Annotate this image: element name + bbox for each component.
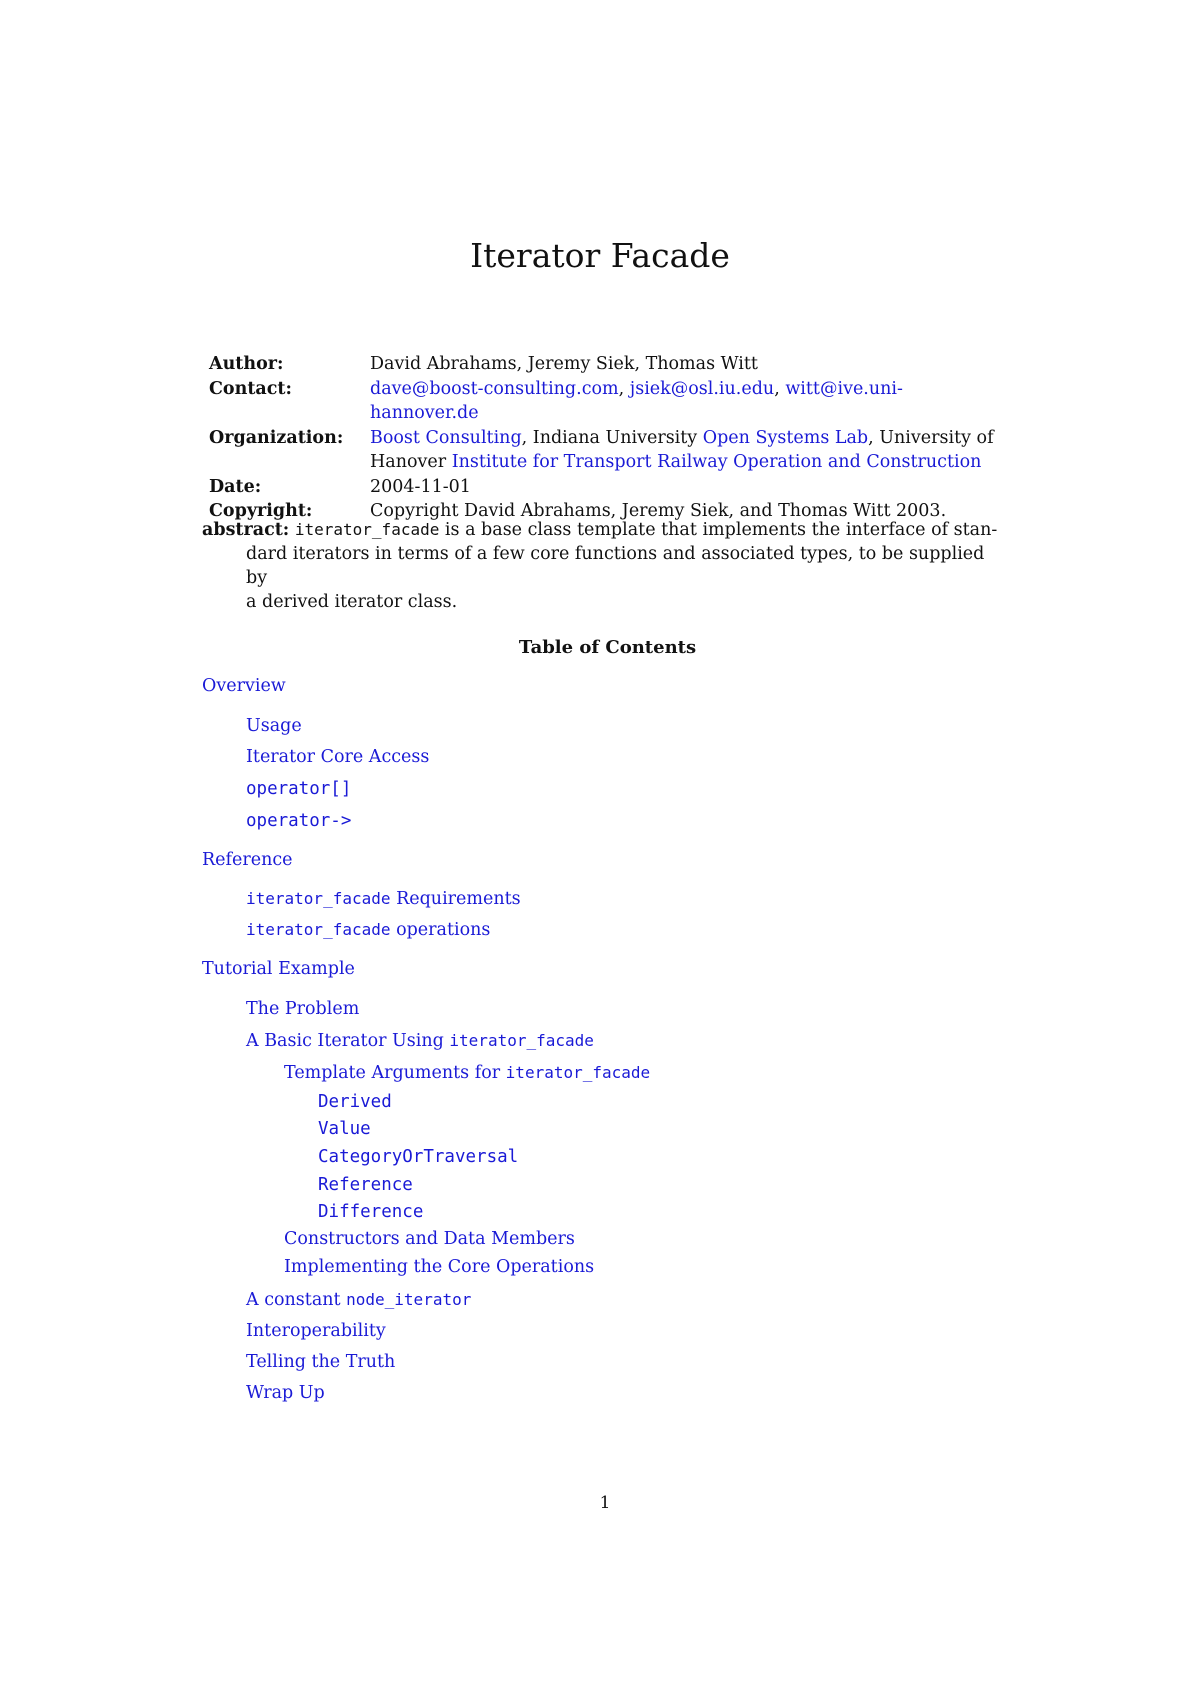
abstract-code: iterator_facade — [294, 520, 440, 539]
toc-implementing[interactable]: Implementing the Core Operations — [284, 1257, 595, 1277]
abstract-line-1 — [202, 518, 1010, 542]
ops-text: operations — [390, 920, 491, 940]
toc-iterator-facade-requirements[interactable] — [246, 889, 521, 909]
ops-code: iterator_facade — [246, 920, 391, 939]
docinfo-date-row — [209, 475, 1009, 500]
toc-derived[interactable]: Derived — [318, 1092, 392, 1112]
toc-reference[interactable]: Reference — [202, 850, 293, 870]
contact-label: Contact: — [209, 378, 292, 399]
constant-code: node_iterator — [346, 1290, 472, 1309]
copyright-value: Copyright David Abrahams, Jeremy Siek, and Thomas Witt 2003. — [370, 501, 947, 521]
page-number: 1 — [599, 1493, 611, 1513]
abstract — [202, 518, 1010, 614]
toc-tutorial-example[interactable]: Tutorial Example — [202, 959, 355, 979]
docinfo-organization-row — [209, 426, 1009, 475]
toc-title: Table of Contents — [518, 637, 697, 658]
toc-operator-bracket[interactable]: operator[] — [246, 779, 352, 799]
toc-basic-iterator[interactable] — [246, 1031, 594, 1051]
toc-wrap-up[interactable]: Wrap Up — [246, 1383, 325, 1403]
toc-value[interactable]: Value — [318, 1119, 371, 1139]
author-value: David Abrahams, Jeremy Siek, Thomas Witt — [370, 354, 758, 374]
date-label: Date: — [209, 476, 262, 497]
open-systems-lab-link[interactable]: Open Systems Lab — [702, 427, 869, 448]
basic-text: A Basic Iterator Using — [246, 1031, 450, 1051]
toc-overview[interactable]: Overview — [202, 676, 286, 696]
contact-link-jsiek[interactable]: jsiek@osl.iu.edu — [629, 378, 775, 399]
toc-interoperability[interactable]: Interoperability — [246, 1321, 386, 1341]
boost-consulting-link[interactable]: Boost Consulting — [370, 427, 522, 448]
req-text: Requirements — [390, 889, 521, 909]
req-code: iterator_facade — [246, 889, 391, 908]
document-title: Iterator Facade — [470, 236, 730, 276]
docinfo-author-row — [209, 352, 1009, 377]
institute-link[interactable]: Institute for Transport Railway Operation and Construction — [451, 452, 982, 472]
toc-difference[interactable]: Difference — [318, 1202, 424, 1222]
toc-template-arguments[interactable] — [284, 1063, 650, 1083]
org-text-university: , University of — [868, 427, 994, 448]
toc-usage[interactable]: Usage — [246, 716, 302, 736]
toc-telling-the-truth[interactable]: Telling the Truth — [246, 1352, 396, 1372]
author-label: Author: — [209, 354, 284, 374]
docinfo-table — [209, 352, 1009, 524]
contact-link-witt[interactable]: witt@ive.uni-hannover.de — [370, 378, 903, 423]
constant-text: A constant — [246, 1290, 347, 1310]
abstract-line-2: dard iterators in terms of a few core functions and associated types, to be supplied by — [246, 544, 985, 588]
toc-category-or-traversal[interactable]: CategoryOrTraversal — [318, 1147, 519, 1167]
toc-constant-node-iterator[interactable] — [246, 1290, 471, 1310]
abstract-text-1: is a base class template that implements the interface of stan- — [439, 520, 998, 540]
copyright-label: Copyright: — [209, 501, 313, 521]
basic-code: iterator_facade — [449, 1031, 594, 1050]
template-code: iterator_facade — [505, 1063, 651, 1082]
org-text-indiana: , Indiana University — [521, 427, 703, 448]
toc-iterator-core-access[interactable]: Iterator Core Access — [246, 747, 430, 767]
toc-operator-arrow[interactable]: operator-> — [246, 811, 352, 831]
toc-the-problem[interactable]: The Problem — [246, 999, 360, 1019]
docinfo-contact-row — [209, 377, 1009, 426]
org-text-hanover: Hanover — [370, 452, 452, 472]
date-value: 2004-11-01 — [370, 476, 471, 497]
organization-label: Organization: — [209, 427, 344, 448]
abstract-line-3: a derived iterator class. — [246, 592, 458, 612]
toc-constructors[interactable]: Constructors and Data Members — [284, 1229, 575, 1249]
template-text: Template Arguments for — [284, 1063, 506, 1083]
contact-link-dave[interactable]: dave@boost-consulting.com — [370, 378, 619, 399]
toc-reference-arg[interactable]: Reference — [318, 1175, 413, 1195]
abstract-label: abstract: — [202, 520, 290, 540]
toc-iterator-facade-operations[interactable] — [246, 920, 490, 940]
organization-value — [370, 426, 1009, 475]
contact-value: dave@boost-consulting.com, jsiek@osl.iu.edu, witt@ive.uni-hannover.de — [370, 378, 903, 423]
